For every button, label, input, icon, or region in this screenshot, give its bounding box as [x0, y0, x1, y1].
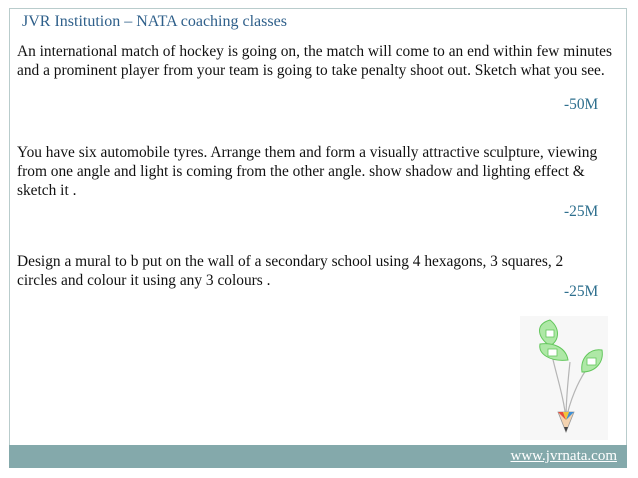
slide-title: JVR Institution – NATA coaching classes	[22, 13, 287, 30]
question-2-marks: -25M	[564, 203, 599, 220]
question-3-marks: -25M	[564, 283, 599, 300]
question-3-text: Design a mural to b put on the wall of a secondary school using 4 hexagons, 3 squares, 2 circles and colour it using any 3 colours .	[17, 253, 564, 289]
question-1-text: An international match of hockey is going on, the match will come to an end within few minutes and a prominent player from your team is going to take penalty shoot out. Sketch what you see.	[17, 43, 612, 79]
website-link[interactable]: www.jvrnata.com	[510, 448, 617, 464]
question-2-text: You have six automobile tyres. Arrange them and form a visually attractive sculpture, viewing from one angle and light is coming from the other angle. show shadow and lighting effect & sketch it .	[17, 144, 598, 199]
footer-bar	[9, 445, 627, 468]
question-1-marks: -50M	[564, 96, 599, 113]
plant-pencil-icon	[520, 316, 608, 440]
